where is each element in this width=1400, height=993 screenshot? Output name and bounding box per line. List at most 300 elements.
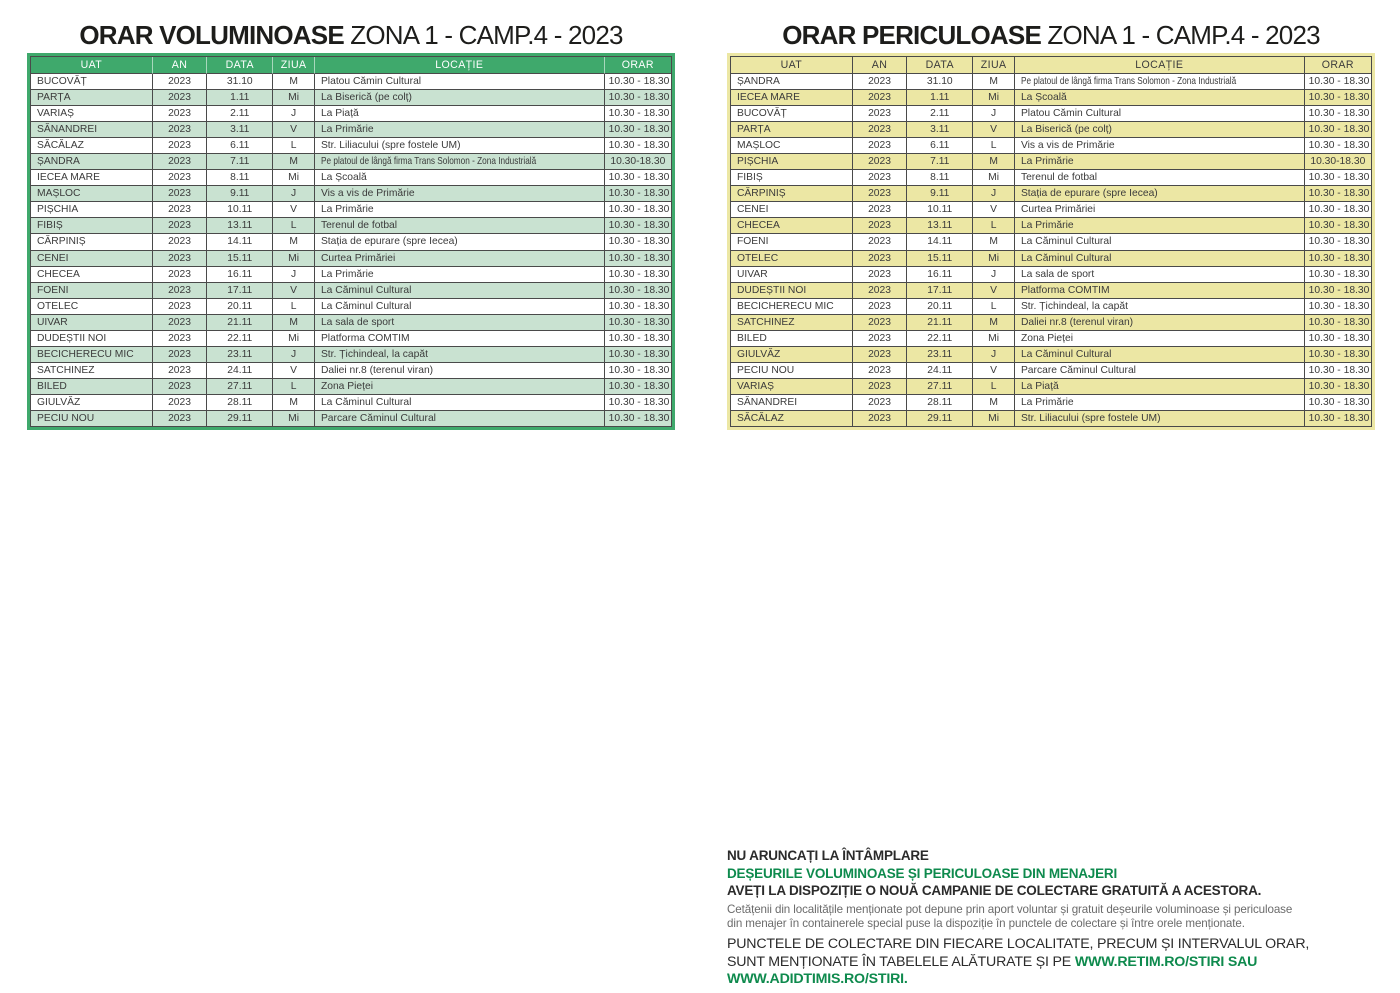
cell-locatie: Terenul de fotbal <box>315 218 605 234</box>
table-row <box>731 251 1372 267</box>
cell-an: 2023 <box>153 90 207 106</box>
info-block <box>727 847 1387 989</box>
table-row <box>31 154 672 170</box>
cell-ziua: J <box>973 106 1015 122</box>
cell-orar: 10.30 - 18.30 <box>1305 267 1372 283</box>
table-row <box>731 90 1372 106</box>
cell-orar: 10.30 - 18.30 <box>1305 395 1372 411</box>
column-header-an: AN <box>153 57 207 74</box>
table-row <box>731 218 1372 234</box>
footer-website-links[interactable]: WWW.RETIM.RO/STIRI SAU WWW.ADIDTIMIS.RO/STIRI. <box>727 953 1258 988</box>
cell-uat: SĂNANDREI <box>31 122 153 138</box>
cell-orar: 10.30 - 18.30 <box>605 74 672 90</box>
table-row <box>31 122 672 138</box>
column-header-locatie: LOCAȚIE <box>1015 57 1305 74</box>
info-points-line: PUNCTELE DE COLECTARE DIN FIECARE LOCALITATE, PRECUM ȘI INTERVALUL ORAR, <box>727 936 1310 953</box>
cell-an: 2023 <box>853 90 907 106</box>
cell-data: 9.11 <box>907 186 973 202</box>
table-row <box>731 363 1372 379</box>
cell-uat: OTELEC <box>31 299 153 315</box>
cell-locatie: Zona Pieței <box>315 379 605 395</box>
cell-uat: MAȘLOC <box>31 186 153 202</box>
table-row <box>731 122 1372 138</box>
cell-orar: 10.30 - 18.30 <box>605 347 672 363</box>
cell-uat: PIȘCHIA <box>31 202 153 218</box>
cell-ziua: Mi <box>273 411 315 427</box>
cell-orar: 10.30 - 18.30 <box>1305 315 1372 331</box>
cell-an: 2023 <box>853 299 907 315</box>
cell-uat: FIBIȘ <box>731 170 853 186</box>
cell-an: 2023 <box>153 122 207 138</box>
table-row <box>31 251 672 267</box>
cell-uat: SATCHINEZ <box>31 363 153 379</box>
cell-locatie: La sala de sport <box>315 315 605 331</box>
cell-locatie: Str. Țichindeal, la capăt <box>315 347 605 363</box>
table-row <box>731 395 1372 411</box>
cell-locatie: Parcare Căminul Cultural <box>1015 363 1305 379</box>
cell-ziua: M <box>973 154 1015 170</box>
cell-ziua: V <box>273 283 315 299</box>
cell-orar: 10.30 - 18.30 <box>605 251 672 267</box>
cell-ziua: J <box>973 267 1015 283</box>
cell-uat: ȘANDRA <box>31 154 153 170</box>
cell-an: 2023 <box>153 251 207 267</box>
table-row <box>731 170 1372 186</box>
periculoase-title-bold: ORAR PERICULOASE <box>782 20 1041 50</box>
cell-ziua: L <box>973 299 1015 315</box>
info-headline-3: AVEȚI LA DISPOZIȚIE O NOUĂ CAMPANIE DE COLECTARE GRATUITĂ A ACESTORA. <box>727 883 1262 898</box>
column-header-uat: UAT <box>31 57 153 74</box>
cell-data: 31.10 <box>207 74 273 90</box>
table-row <box>731 379 1372 395</box>
cell-an: 2023 <box>153 315 207 331</box>
column-header-orar: ORAR <box>605 57 672 74</box>
location-text-condensed: Pe platoul de lângă firma Trans Solomon - Zona Industrială <box>1020 76 1237 88</box>
cell-uat: PECIU NOU <box>731 363 853 379</box>
cell-locatie: La Piață <box>1015 379 1305 395</box>
cell-orar: 10.30 - 18.30 <box>1305 170 1372 186</box>
cell-orar: 10.30 - 18.30 <box>1305 186 1372 202</box>
table-row <box>731 74 1372 90</box>
cell-ziua: Mi <box>973 90 1015 106</box>
table-row <box>731 202 1372 218</box>
cell-ziua: L <box>973 379 1015 395</box>
cell-data: 21.11 <box>207 315 273 331</box>
cell-locatie: Stația de epurare (spre Iecea) <box>1015 186 1305 202</box>
column-header-ziua: ZIUA <box>273 57 315 74</box>
table-row <box>31 138 672 154</box>
cell-orar: 10.30 - 18.30 <box>1305 122 1372 138</box>
cell-data: 28.11 <box>207 395 273 411</box>
cell-orar: 10.30 - 18.30 <box>605 411 672 427</box>
cell-ziua: M <box>973 395 1015 411</box>
cell-data: 3.11 <box>907 122 973 138</box>
voluminoase-table <box>30 56 672 427</box>
cell-ziua: Mi <box>973 331 1015 347</box>
cell-ziua: V <box>273 122 315 138</box>
cell-orar: 10.30 - 18.30 <box>1305 251 1372 267</box>
cell-data: 20.11 <box>207 299 273 315</box>
cell-orar: 10.30 - 18.30 <box>1305 331 1372 347</box>
cell-orar: 10.30 - 18.30 <box>605 395 672 411</box>
cell-uat: UIVAR <box>31 315 153 331</box>
cell-uat: GIULVĂZ <box>31 395 153 411</box>
cell-an: 2023 <box>153 395 207 411</box>
cell-ziua: V <box>273 363 315 379</box>
cell-orar: 10.30 - 18.30 <box>605 202 672 218</box>
cell-uat: CHECEA <box>731 218 853 234</box>
cell-locatie <box>315 154 605 170</box>
table-row <box>31 395 672 411</box>
cell-orar: 10.30 - 18.30 <box>605 90 672 106</box>
cell-data: 13.11 <box>207 218 273 234</box>
table-row <box>31 379 672 395</box>
cell-uat: BUCOVĂȚ <box>31 74 153 90</box>
cell-ziua: M <box>273 74 315 90</box>
cell-an: 2023 <box>853 267 907 283</box>
cell-ziua: J <box>273 267 315 283</box>
cell-ziua: V <box>973 202 1015 218</box>
cell-locatie: La Primărie <box>315 122 605 138</box>
cell-ziua: M <box>273 154 315 170</box>
cell-data: 16.11 <box>907 267 973 283</box>
cell-locatie: Stația de epurare (spre Iecea) <box>315 234 605 250</box>
header-row <box>31 57 672 74</box>
cell-uat: GIULVĂZ <box>731 347 853 363</box>
info-headline-1: NU ARUNCAȚI LA ÎNTÂMPLARE <box>727 848 929 863</box>
cell-uat: SĂCĂLAZ <box>731 411 853 427</box>
cell-ziua: J <box>973 347 1015 363</box>
table-row <box>731 234 1372 250</box>
cell-locatie: Vis a vis de Primărie <box>1015 138 1305 154</box>
column-header-data: DATA <box>207 57 273 74</box>
info-links-line <box>727 954 1387 989</box>
table-row <box>731 347 1372 363</box>
cell-an: 2023 <box>853 186 907 202</box>
cell-uat: CĂRPINIȘ <box>731 186 853 202</box>
cell-ziua: M <box>273 315 315 331</box>
cell-locatie: Platou Cămin Cultural <box>315 74 605 90</box>
cell-locatie: La Piață <box>315 106 605 122</box>
cell-uat: BILED <box>31 379 153 395</box>
cell-orar: 10.30 - 18.30 <box>605 170 672 186</box>
cell-locatie: Str. Liliacului (spre fostele UM) <box>1015 411 1305 427</box>
cell-locatie: La Căminul Cultural <box>315 283 605 299</box>
cell-data: 10.11 <box>207 202 273 218</box>
cell-data: 15.11 <box>907 251 973 267</box>
table-row <box>731 186 1372 202</box>
voluminoase-title-bold: ORAR VOLUMINOASE <box>79 20 344 50</box>
cell-an: 2023 <box>153 267 207 283</box>
cell-an: 2023 <box>853 138 907 154</box>
cell-locatie: La Căminul Cultural <box>1015 347 1305 363</box>
cell-data: 15.11 <box>207 251 273 267</box>
cell-locatie: La Școală <box>315 170 605 186</box>
cell-ziua: M <box>973 234 1015 250</box>
column-header-ziua: ZIUA <box>973 57 1015 74</box>
cell-orar: 10.30 - 18.30 <box>605 363 672 379</box>
cell-orar: 10.30 - 18.30 <box>1305 218 1372 234</box>
cell-orar: 10.30 - 18.30 <box>1305 283 1372 299</box>
cell-locatie: La sala de sport <box>1015 267 1305 283</box>
table-row <box>31 234 672 250</box>
cell-locatie: La Școală <box>1015 90 1305 106</box>
cell-ziua: V <box>973 122 1015 138</box>
cell-ziua: L <box>273 218 315 234</box>
cell-locatie: Platforma COMTIM <box>315 331 605 347</box>
cell-locatie: Curtea Primăriei <box>1015 202 1305 218</box>
cell-locatie: La Primărie <box>315 202 605 218</box>
cell-an: 2023 <box>153 363 207 379</box>
table-row <box>31 90 672 106</box>
cell-orar: 10.30 - 18.30 <box>1305 379 1372 395</box>
cell-orar: 10.30 - 18.30 <box>605 218 672 234</box>
cell-data: 2.11 <box>907 106 973 122</box>
cell-ziua: L <box>273 138 315 154</box>
cell-data: 6.11 <box>907 138 973 154</box>
cell-uat: UIVAR <box>731 267 853 283</box>
cell-ziua: Mi <box>273 170 315 186</box>
cell-uat: VARIAȘ <box>731 379 853 395</box>
cell-an: 2023 <box>853 283 907 299</box>
cell-uat: FOENI <box>731 234 853 250</box>
cell-locatie: Daliei nr.8 (terenul viran) <box>315 363 605 379</box>
cell-data: 14.11 <box>207 234 273 250</box>
cell-orar: 10.30 - 18.30 <box>1305 74 1372 90</box>
table-row <box>31 347 672 363</box>
cell-ziua: L <box>273 379 315 395</box>
cell-uat: DUDEȘTII NOI <box>31 331 153 347</box>
cell-ziua: M <box>273 395 315 411</box>
periculoase-table <box>730 56 1372 427</box>
cell-ziua: Mi <box>973 411 1015 427</box>
cell-an: 2023 <box>153 106 207 122</box>
cell-data: 31.10 <box>907 74 973 90</box>
cell-uat: CENEI <box>31 251 153 267</box>
cell-uat: IECEA MARE <box>31 170 153 186</box>
cell-data: 29.11 <box>907 411 973 427</box>
cell-an: 2023 <box>153 347 207 363</box>
cell-locatie: La Căminul Cultural <box>1015 234 1305 250</box>
cell-data: 27.11 <box>907 379 973 395</box>
cell-uat: BECICHERECU MIC <box>31 347 153 363</box>
cell-data: 6.11 <box>207 138 273 154</box>
cell-data: 3.11 <box>207 122 273 138</box>
table-row <box>31 74 672 90</box>
cell-an: 2023 <box>153 186 207 202</box>
cell-data: 23.11 <box>207 347 273 363</box>
cell-uat: IECEA MARE <box>731 90 853 106</box>
cell-uat: SĂNANDREI <box>731 395 853 411</box>
table-row <box>31 202 672 218</box>
cell-an: 2023 <box>153 379 207 395</box>
cell-locatie: La Căminul Cultural <box>315 395 605 411</box>
table-row <box>31 170 672 186</box>
cell-locatie: Parcare Căminul Cultural <box>315 411 605 427</box>
cell-orar: 10.30 - 18.30 <box>605 299 672 315</box>
table-row <box>31 106 672 122</box>
cell-locatie: La Căminul Cultural <box>1015 251 1305 267</box>
cell-orar: 10.30 - 18.30 <box>1305 347 1372 363</box>
cell-data: 24.11 <box>907 363 973 379</box>
cell-ziua: Mi <box>273 251 315 267</box>
cell-data: 17.11 <box>907 283 973 299</box>
cell-ziua: J <box>273 347 315 363</box>
table-row <box>731 299 1372 315</box>
table-row <box>731 411 1372 427</box>
voluminoase-table-frame <box>27 53 675 430</box>
cell-ziua: M <box>973 315 1015 331</box>
table-row <box>31 283 672 299</box>
cell-data: 7.11 <box>907 154 973 170</box>
cell-orar: 10.30 - 18.30 <box>605 138 672 154</box>
cell-uat: BECICHERECU MIC <box>731 299 853 315</box>
cell-an: 2023 <box>853 411 907 427</box>
cell-orar: 10.30-18.30 <box>605 154 672 170</box>
cell-locatie <box>1015 74 1305 90</box>
cell-an: 2023 <box>853 218 907 234</box>
table-row <box>31 299 672 315</box>
cell-ziua: J <box>973 186 1015 202</box>
cell-an: 2023 <box>853 106 907 122</box>
cell-data: 22.11 <box>907 331 973 347</box>
cell-data: 14.11 <box>907 234 973 250</box>
cell-ziua: L <box>973 138 1015 154</box>
cell-an: 2023 <box>853 170 907 186</box>
cell-data: 21.11 <box>907 315 973 331</box>
cell-data: 2.11 <box>207 106 273 122</box>
cell-uat: ȘANDRA <box>731 74 853 90</box>
periculoase-title-rest: ZONA 1 - CAMP.4 - 2023 <box>1040 20 1320 50</box>
table-row <box>31 363 672 379</box>
table-row <box>31 331 672 347</box>
cell-an: 2023 <box>853 234 907 250</box>
cell-an: 2023 <box>853 154 907 170</box>
cell-an: 2023 <box>853 122 907 138</box>
cell-data: 9.11 <box>207 186 273 202</box>
cell-locatie: La Primărie <box>1015 395 1305 411</box>
cell-uat: VARIAȘ <box>31 106 153 122</box>
cell-locatie: Vis a vis de Primărie <box>315 186 605 202</box>
cell-locatie: Platforma COMTIM <box>1015 283 1305 299</box>
cell-orar: 10.30 - 18.30 <box>605 379 672 395</box>
periculoase-table-frame <box>727 53 1375 430</box>
cell-an: 2023 <box>153 138 207 154</box>
info-headline-2: DEȘEURILE VOLUMINOASE ȘI PERICULOASE DIN MENAJERI <box>727 865 1117 881</box>
table-row <box>31 315 672 331</box>
cell-orar: 10.30 - 18.30 <box>1305 411 1372 427</box>
cell-uat: FIBIȘ <box>31 218 153 234</box>
cell-ziua: M <box>973 74 1015 90</box>
cell-ziua: L <box>273 299 315 315</box>
cell-uat: DUDEȘTII NOI <box>731 283 853 299</box>
column-header-an: AN <box>853 57 907 74</box>
cell-orar: 10.30 - 18.30 <box>1305 202 1372 218</box>
table-row <box>31 218 672 234</box>
cell-orar: 10.30 - 18.30 <box>1305 299 1372 315</box>
cell-data: 29.11 <box>207 411 273 427</box>
info-paragraph-line-1: Cetățenii din localitățile menționate pot depune prin aport voluntar și gratuit deșeurile voluminoase și periculoase <box>727 902 1293 916</box>
cell-data: 8.11 <box>907 170 973 186</box>
cell-locatie: Daliei nr.8 (terenul viran) <box>1015 315 1305 331</box>
cell-an: 2023 <box>153 202 207 218</box>
cell-orar: 10.30 - 18.30 <box>605 315 672 331</box>
cell-data: 20.11 <box>907 299 973 315</box>
cell-an: 2023 <box>153 154 207 170</box>
cell-an: 2023 <box>853 379 907 395</box>
cell-data: 24.11 <box>207 363 273 379</box>
column-header-orar: ORAR <box>1305 57 1372 74</box>
cell-uat: BUCOVĂȚ <box>731 106 853 122</box>
cell-an: 2023 <box>853 251 907 267</box>
voluminoase-title-rest: ZONA 1 - CAMP.4 - 2023 <box>343 20 623 50</box>
cell-orar: 10.30 - 18.30 <box>605 267 672 283</box>
cell-data: 13.11 <box>907 218 973 234</box>
cell-an: 2023 <box>853 347 907 363</box>
cell-ziua: V <box>273 202 315 218</box>
cell-an: 2023 <box>853 363 907 379</box>
cell-locatie: La Biserică (pe colț) <box>1015 122 1305 138</box>
cell-data: 28.11 <box>907 395 973 411</box>
cell-uat: FOENI <box>31 283 153 299</box>
cell-locatie: La Căminul Cultural <box>315 299 605 315</box>
cell-an: 2023 <box>153 331 207 347</box>
table-row <box>31 186 672 202</box>
table-row <box>31 267 672 283</box>
table-row <box>731 331 1372 347</box>
cell-an: 2023 <box>153 299 207 315</box>
cell-uat: PIȘCHIA <box>731 154 853 170</box>
cell-orar: 10.30 - 18.30 <box>1305 106 1372 122</box>
cell-orar: 10.30 - 18.30 <box>605 186 672 202</box>
cell-ziua: J <box>273 106 315 122</box>
cell-locatie: La Biserică (pe colț) <box>315 90 605 106</box>
info-links-prefix: SUNT MENȚIONATE ÎN TABELELE ALĂTURATE ȘI PE <box>727 953 1075 970</box>
cell-orar: 10.30 - 18.30 <box>605 122 672 138</box>
cell-orar: 10.30 - 18.30 <box>605 234 672 250</box>
cell-data: 22.11 <box>207 331 273 347</box>
cell-an: 2023 <box>853 331 907 347</box>
cell-locatie: La Primărie <box>1015 218 1305 234</box>
cell-data: 17.11 <box>207 283 273 299</box>
cell-ziua: Mi <box>273 331 315 347</box>
cell-an: 2023 <box>153 411 207 427</box>
cell-orar: 10.30 - 18.30 <box>1305 363 1372 379</box>
column-header-locatie: LOCAȚIE <box>315 57 605 74</box>
periculoase-panel <box>727 20 1375 430</box>
cell-orar: 10.30 - 18.30 <box>1305 234 1372 250</box>
cell-ziua: L <box>973 218 1015 234</box>
cell-data: 10.11 <box>907 202 973 218</box>
cell-ziua: Mi <box>973 170 1015 186</box>
column-header-data: DATA <box>907 57 973 74</box>
cell-an: 2023 <box>853 202 907 218</box>
voluminoase-title <box>27 20 675 50</box>
cell-uat: PARȚA <box>31 90 153 106</box>
table-row <box>731 267 1372 283</box>
cell-ziua: V <box>973 363 1015 379</box>
table-row <box>731 106 1372 122</box>
table-row <box>31 411 672 427</box>
cell-ziua: J <box>273 186 315 202</box>
periculoase-title <box>727 20 1375 50</box>
info-paragraph-line-2: din menajer în containerele special puse la dispoziție în punctele de colectare și între orele menționate. <box>727 917 1245 931</box>
cell-ziua: Mi <box>973 251 1015 267</box>
cell-data: 1.11 <box>207 90 273 106</box>
cell-uat: MAȘLOC <box>731 138 853 154</box>
cell-orar: 10.30-18.30 <box>1305 154 1372 170</box>
cell-data: 1.11 <box>907 90 973 106</box>
